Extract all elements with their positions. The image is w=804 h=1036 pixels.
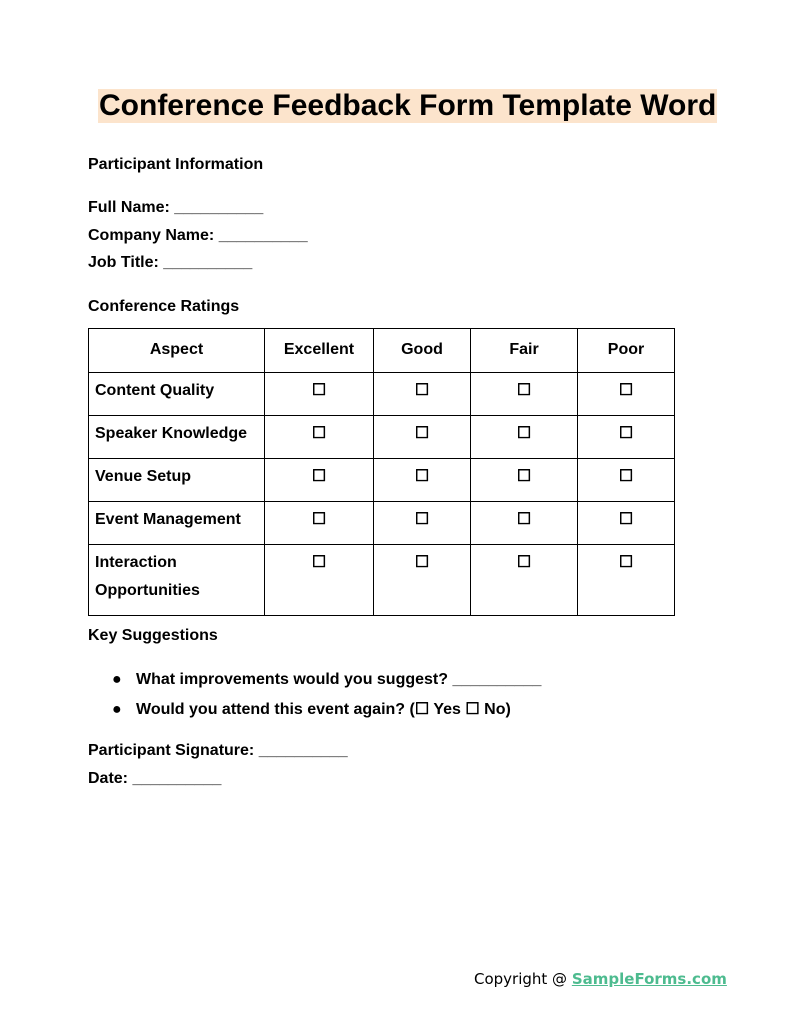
aspect-cell: Speaker Knowledge (89, 416, 265, 459)
table-row (89, 502, 675, 545)
column-header: Excellent (265, 329, 374, 373)
rating-checkbox[interactable]: ☐ (374, 502, 471, 545)
rating-checkbox[interactable]: ☐ (374, 545, 471, 616)
rating-checkbox[interactable]: ☐ (471, 502, 578, 545)
table-row (89, 373, 675, 416)
rating-checkbox[interactable]: ☐ (471, 373, 578, 416)
job-title-field: Job Title: __________ (88, 254, 253, 271)
footer-copyright (474, 970, 727, 988)
section-heading-ratings: Conference Ratings (88, 298, 240, 315)
ratings-table (88, 328, 675, 616)
section-heading-suggestions: Key Suggestions (88, 627, 218, 644)
rating-checkbox[interactable]: ☐ (265, 502, 374, 545)
rating-checkbox[interactable]: ☐ (471, 459, 578, 502)
list-item (112, 699, 511, 719)
rating-checkbox[interactable]: ☐ (265, 459, 374, 502)
rating-checkbox[interactable]: ☐ (578, 373, 675, 416)
column-header: Poor (578, 329, 675, 373)
suggestion-text: What improvements would you suggest? __________ (136, 671, 542, 688)
table-row (89, 545, 675, 616)
rating-checkbox[interactable]: ☐ (578, 545, 675, 616)
sampleforms-link[interactable]: SampleForms.com (571, 970, 727, 988)
bullet-icon: ● (112, 671, 122, 688)
section-heading-participant: Participant Information (88, 156, 264, 173)
aspect-cell: Content Quality (89, 373, 265, 416)
table-row (89, 459, 675, 502)
rating-checkbox[interactable]: ☐ (374, 416, 471, 459)
column-header: Aspect (89, 329, 265, 373)
suggestion-text: Would you attend this event again? (☐ Yes ☐ No) (136, 701, 511, 718)
column-header: Fair (471, 329, 578, 373)
rating-checkbox[interactable]: ☐ (374, 373, 471, 416)
aspect-cell: Interaction Opportunities (89, 545, 265, 616)
rating-checkbox[interactable]: ☐ (578, 416, 675, 459)
rating-checkbox[interactable]: ☐ (265, 545, 374, 616)
rating-checkbox[interactable]: ☐ (471, 545, 578, 616)
page-title: Conference Feedback Form Template Word (99, 89, 717, 122)
aspect-cell: Event Management (89, 502, 265, 545)
aspect-cell: Venue Setup (89, 459, 265, 502)
full-name-field: Full Name: __________ (88, 199, 264, 216)
table-row (89, 416, 675, 459)
rating-checkbox[interactable]: ☐ (374, 459, 471, 502)
rating-checkbox[interactable]: ☐ (578, 502, 675, 545)
date-field: Date: __________ (88, 770, 222, 787)
rating-checkbox[interactable]: ☐ (578, 459, 675, 502)
rating-checkbox[interactable]: ☐ (471, 416, 578, 459)
table-header-row (89, 329, 675, 373)
bullet-icon: ● (112, 701, 122, 718)
rating-checkbox[interactable]: ☐ (265, 373, 374, 416)
company-name-field: Company Name: __________ (88, 227, 308, 244)
rating-checkbox[interactable]: ☐ (265, 416, 374, 459)
copyright-text: Copyright @ (474, 970, 572, 988)
column-header: Good (374, 329, 471, 373)
signature-field: Participant Signature: __________ (88, 742, 348, 759)
list-item (112, 671, 541, 689)
